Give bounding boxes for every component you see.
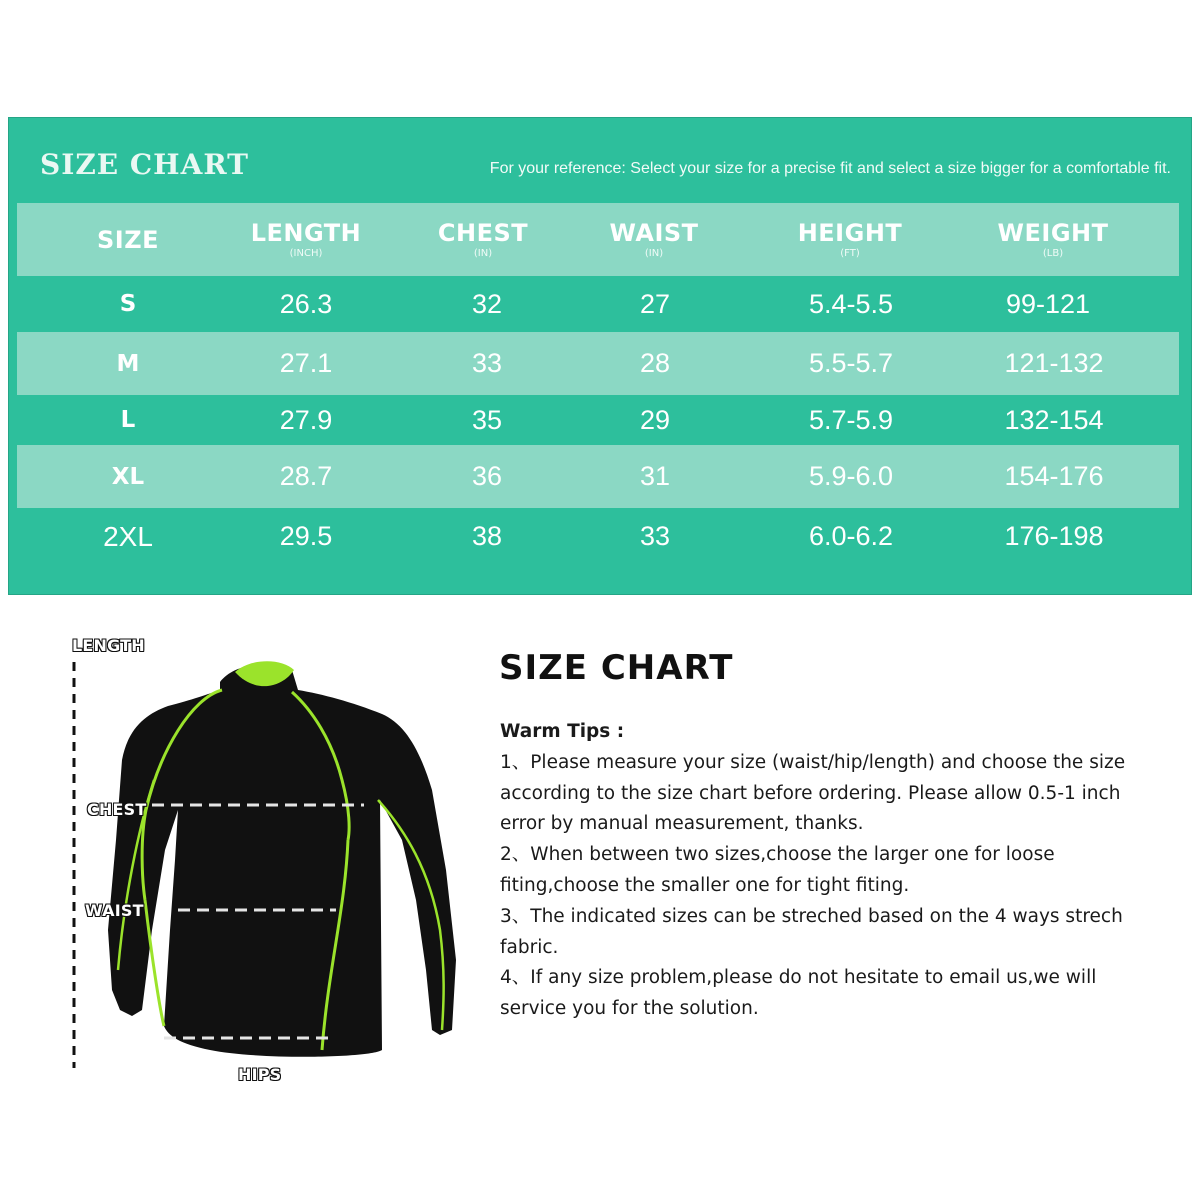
- height-cell: 5.4-5.5: [808, 288, 894, 319]
- fit-note: For your reference: Select your size for a precise fit and select a size bigger for a comfortable fit.: [489, 160, 1171, 177]
- column-header-height: HEIGHT (FT): [797, 218, 903, 259]
- weight-cell: 154-176: [1004, 461, 1104, 491]
- length-label: LENGTH: [72, 636, 145, 655]
- length-cell: 27.1: [279, 348, 333, 378]
- size-cell: 2XL: [103, 520, 153, 552]
- length-cell: 29.5: [279, 521, 333, 551]
- tip-item: 2、When between two sizes,choose the larger one for loose fiting,choose the smaller one for tight fiting.: [500, 844, 1055, 896]
- length-cell: 26.3: [279, 288, 333, 319]
- chest-cell: 36: [471, 461, 503, 491]
- size-cell: S: [119, 291, 137, 317]
- table-row: [17, 508, 1179, 565]
- table-row: [17, 332, 1179, 395]
- weight-cell: 121-132: [1004, 348, 1104, 378]
- column-header-length: LENGTH (INCH): [250, 218, 362, 259]
- chest-cell: 32: [471, 288, 503, 319]
- weight-cell: 99-121: [1005, 288, 1091, 319]
- waist-cell: 29: [639, 404, 671, 435]
- tip-item: 1、Please measure your size (waist/hip/length) and choose the size according to the size chart before ordering. Please allow 0.5-1 inch error by manual measurement, thanks.: [500, 751, 1126, 835]
- info-title: SIZE CHART: [499, 648, 734, 688]
- hips-label: HIPS: [238, 1065, 282, 1084]
- length-cell: 27.9: [279, 404, 333, 435]
- waist-label: WAIST: [85, 901, 144, 920]
- warm-tips: [500, 717, 1140, 1025]
- chest-label: CHEST: [87, 800, 147, 819]
- weight-cell: 132-154: [1004, 404, 1104, 435]
- size-cell: XL: [111, 463, 145, 490]
- size-chart-panel: [8, 117, 1192, 595]
- height-cell: 5.5-5.7: [808, 348, 894, 378]
- size-cell: L: [120, 407, 136, 433]
- column-header-chest: CHEST (IN): [437, 218, 529, 259]
- height-cell: 6.0-6.2: [808, 521, 894, 551]
- waist-cell: 33: [639, 521, 671, 551]
- tip-item: 3、The indicated sizes can be streched based on the 4 ways strech fabric.: [500, 905, 1123, 958]
- tip-item: 4、If any size problem,please do not hesitate to email us,we will service you for the solution.: [500, 967, 1097, 1020]
- shirt-illustration: [60, 630, 460, 1100]
- chart-title: SIZE CHART: [40, 148, 249, 181]
- waist-cell: 28: [639, 348, 671, 378]
- size-cell: M: [116, 350, 140, 377]
- height-cell: 5.9-6.0: [808, 461, 894, 491]
- length-cell: 28.7: [279, 461, 333, 491]
- chest-cell: 33: [471, 348, 503, 378]
- table-header-row: [17, 203, 1179, 276]
- chest-cell: 35: [471, 404, 503, 435]
- waist-cell: 31: [639, 461, 671, 491]
- table-row: [17, 445, 1179, 508]
- tips-heading: Warm Tips :: [500, 721, 625, 742]
- column-header-weight: WEIGHT (LB): [997, 218, 1109, 259]
- measurement-diagram: [60, 630, 460, 1100]
- waist-cell: 27: [639, 288, 671, 319]
- weight-cell: 176-198: [1004, 521, 1104, 551]
- table-row: [17, 395, 1179, 445]
- column-header-size: SIZE: [96, 225, 159, 254]
- shirt-shape: [108, 664, 456, 1057]
- column-header-waist: WAIST (IN): [609, 218, 699, 259]
- chest-cell: 38: [471, 521, 503, 551]
- table-row: [17, 276, 1179, 332]
- height-cell: 5.7-5.9: [808, 404, 894, 435]
